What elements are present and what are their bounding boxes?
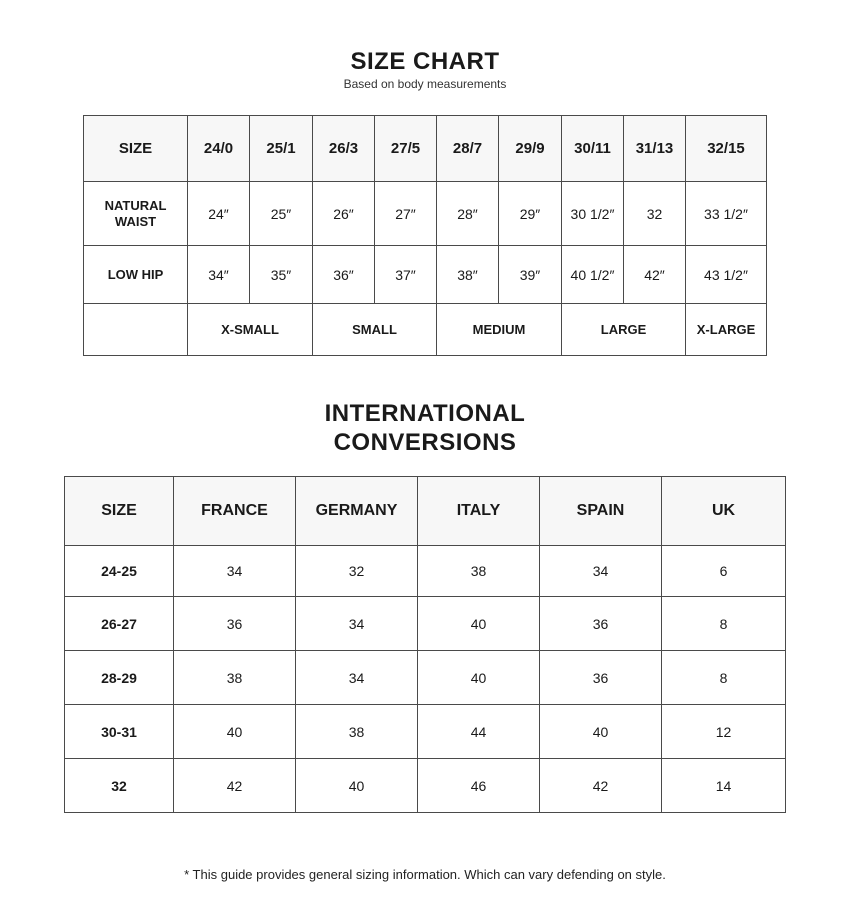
waist-header-line2: WAIST	[114, 213, 157, 229]
conversions-title-line1: INTERNATIONAL	[324, 400, 526, 427]
cell-uk: 6	[662, 546, 786, 597]
row-size: 32	[65, 759, 174, 813]
table-row	[65, 759, 786, 813]
group-small: SMALL	[313, 304, 437, 356]
size-cell: 30/11	[562, 116, 624, 182]
cell-uk: 14	[662, 759, 786, 813]
row-size: 24-25	[65, 546, 174, 597]
size-chart-title: SIZE CHART	[350, 48, 500, 75]
waist-cell: 25″	[250, 182, 313, 246]
table-row	[65, 597, 786, 651]
size-cell: 27/5	[375, 116, 437, 182]
waist-cell: 32	[624, 182, 686, 246]
header-germany: GERMANY	[296, 477, 418, 546]
conversions-table	[64, 476, 786, 813]
hip-cell: 43 1/2″	[686, 246, 767, 304]
cell-italy: 40	[418, 651, 540, 705]
waist-header	[84, 182, 188, 246]
hip-cell: 36″	[313, 246, 375, 304]
hip-cell: 38″	[437, 246, 499, 304]
cell-france: 34	[174, 546, 296, 597]
hip-cell: 37″	[375, 246, 437, 304]
cell-germany: 34	[296, 651, 418, 705]
cell-germany: 40	[296, 759, 418, 813]
hip-cell: 39″	[499, 246, 562, 304]
size-chart-subtitle: Based on body measurements	[343, 77, 507, 91]
group-xsmall: X-SMALL	[188, 304, 313, 356]
size-cell: 31/13	[624, 116, 686, 182]
waist-cell: 27″	[375, 182, 437, 246]
size-cell: 25/1	[250, 116, 313, 182]
hip-header: LOW HIP	[84, 246, 188, 304]
table-row	[65, 651, 786, 705]
hip-cell: 40 1/2″	[562, 246, 624, 304]
waist-cell: 28″	[437, 182, 499, 246]
hip-cell: 34″	[188, 246, 250, 304]
header-size: SIZE	[65, 477, 174, 546]
cell-germany: 32	[296, 546, 418, 597]
cell-spain: 34	[540, 546, 662, 597]
cell-germany: 34	[296, 597, 418, 651]
cell-france: 38	[174, 651, 296, 705]
waist-header-line1: NATURAL	[104, 197, 167, 213]
waist-cell: 29″	[499, 182, 562, 246]
conversions-title-line2: CONVERSIONS	[333, 429, 517, 456]
table-row	[65, 705, 786, 759]
group-xlarge: X-LARGE	[686, 304, 767, 356]
cell-spain: 36	[540, 597, 662, 651]
waist-row	[84, 182, 767, 246]
cell-italy: 46	[418, 759, 540, 813]
waist-cell: 26″	[313, 182, 375, 246]
size-cell: 29/9	[499, 116, 562, 182]
header-italy: ITALY	[418, 477, 540, 546]
size-row	[84, 116, 767, 182]
group-large: LARGE	[562, 304, 686, 356]
size-chart-table	[83, 115, 767, 356]
row-size: 26-27	[65, 597, 174, 651]
cell-uk: 12	[662, 705, 786, 759]
header-france: FRANCE	[174, 477, 296, 546]
cell-italy: 40	[418, 597, 540, 651]
hip-cell: 35″	[250, 246, 313, 304]
waist-cell: 24″	[188, 182, 250, 246]
row-size: 28-29	[65, 651, 174, 705]
header-uk: UK	[662, 477, 786, 546]
footnote: * This guide provides general sizing information. Which can vary defending on style.	[184, 867, 666, 882]
waist-cell: 30 1/2″	[562, 182, 624, 246]
group-row	[84, 304, 767, 356]
cell-france: 40	[174, 705, 296, 759]
group-empty-cell	[84, 304, 188, 356]
cell-spain: 36	[540, 651, 662, 705]
size-header: SIZE	[84, 116, 188, 182]
cell-italy: 38	[418, 546, 540, 597]
size-cell: 24/0	[188, 116, 250, 182]
size-cell: 28/7	[437, 116, 499, 182]
header-spain: SPAIN	[540, 477, 662, 546]
cell-italy: 44	[418, 705, 540, 759]
table-row	[65, 546, 786, 597]
cell-uk: 8	[662, 651, 786, 705]
cell-france: 36	[174, 597, 296, 651]
cell-france: 42	[174, 759, 296, 813]
hip-cell: 42″	[624, 246, 686, 304]
cell-uk: 8	[662, 597, 786, 651]
waist-cell: 33 1/2″	[686, 182, 767, 246]
group-medium: MEDIUM	[437, 304, 562, 356]
hip-row	[84, 246, 767, 304]
cell-spain: 42	[540, 759, 662, 813]
cell-germany: 38	[296, 705, 418, 759]
row-size: 30-31	[65, 705, 174, 759]
conversions-header-row	[65, 477, 786, 546]
size-cell: 26/3	[313, 116, 375, 182]
cell-spain: 40	[540, 705, 662, 759]
size-cell: 32/15	[686, 116, 767, 182]
